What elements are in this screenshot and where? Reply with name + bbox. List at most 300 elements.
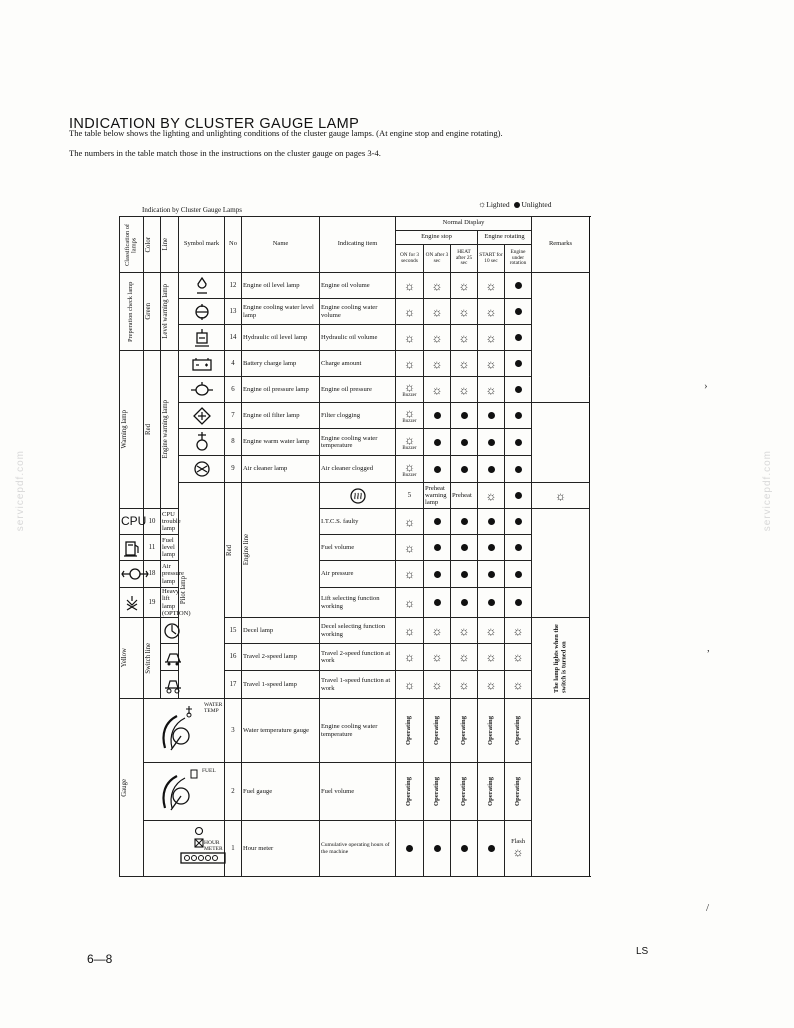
- row-no: 17: [225, 671, 242, 699]
- row-item: I.T.C.S. faulty: [320, 509, 396, 535]
- remarks-empty: [532, 699, 590, 877]
- status-lighted: [396, 588, 424, 618]
- scan-mark: ,: [707, 642, 710, 654]
- status-unlighted: [505, 351, 532, 377]
- row-name: Decel lamp: [242, 618, 320, 644]
- status-unlighted: [424, 456, 451, 483]
- buzzer-label: Buzzer: [402, 419, 417, 424]
- unlighted-icon: [434, 571, 441, 578]
- buzzer-label: Buzzer: [402, 445, 417, 451]
- status-unlighted: [478, 588, 505, 618]
- status-unlighted: [424, 588, 451, 618]
- status-unlighted: [451, 429, 478, 456]
- lighted-icon: ☼: [404, 278, 415, 293]
- unlighted-icon: [515, 308, 522, 315]
- lighted-icon: ☼: [431, 677, 443, 692]
- status-lighted: [478, 377, 505, 403]
- unlighted-icon: [461, 518, 468, 525]
- legend-lighted: Lighted: [486, 200, 510, 209]
- unlighted-icon: [434, 439, 441, 446]
- status-lighted: [396, 273, 424, 299]
- status-lighted: [396, 299, 424, 325]
- lighted-icon: ☼: [404, 432, 415, 447]
- unlighted-icon: [434, 544, 441, 551]
- class-pilot: Pilot lamp: [179, 483, 225, 699]
- status-unlighted: [424, 403, 451, 429]
- status-unlighted: [424, 821, 451, 877]
- color-green: Green: [144, 273, 161, 351]
- lighted-icon: ☼: [458, 382, 470, 397]
- status-operating: [451, 699, 478, 763]
- row-no: 10: [144, 509, 161, 535]
- unlighted-icon: [461, 845, 468, 852]
- status-unlighted: [505, 429, 532, 456]
- unlighted-icon: [515, 386, 522, 393]
- status-lighted: [451, 351, 478, 377]
- travel-2-speed-icon: [161, 644, 179, 671]
- status-operating: [396, 763, 424, 821]
- lighted-icon: ☼: [404, 514, 415, 529]
- unlighted-icon: [515, 544, 522, 551]
- status-operating: [424, 699, 451, 763]
- row-item: Cumulative operating hours of the machine: [320, 821, 396, 877]
- status-unlighted: [424, 429, 451, 456]
- status-lighted: [424, 325, 451, 351]
- class-gauge: Gauge: [120, 699, 144, 877]
- buzzer-label: Buzzer: [402, 393, 417, 398]
- lighted-icon: ☼: [458, 278, 470, 293]
- hydraulic-oil-icon: [179, 325, 225, 351]
- operating-label: Operating: [459, 716, 467, 745]
- line-level: Level warning lamp: [161, 273, 179, 351]
- class-warning: Warning lamp: [120, 351, 144, 509]
- status-lighted: [424, 273, 451, 299]
- row-name: Preheat warning lamp: [424, 483, 451, 509]
- status-lighted: [396, 671, 424, 699]
- row-item: Engine oil volume: [320, 273, 396, 299]
- scan-mark: ›: [704, 380, 708, 392]
- unlighted-icon: [461, 571, 468, 578]
- row-item: Charge amount: [320, 351, 396, 377]
- row-name: CPU trouble lamp: [161, 509, 179, 535]
- lighted-icon: ☼: [485, 382, 497, 397]
- status-unlighted: [505, 325, 532, 351]
- status-unlighted: [505, 403, 532, 429]
- status-unlighted: [505, 588, 532, 618]
- lighted-icon: ☼: [431, 278, 443, 293]
- operating-label: Operating: [513, 716, 521, 745]
- status-lighted: [478, 483, 505, 509]
- oil-can-icon: [179, 273, 225, 299]
- scan-mark: /: [706, 902, 710, 914]
- lighted-icon: ☼: [404, 623, 415, 638]
- unlighted-icon: [461, 544, 468, 551]
- header-no: No: [225, 217, 242, 273]
- row-no: 9: [225, 456, 242, 483]
- subheader-3: HEAT after 25 sec: [451, 245, 478, 273]
- lighted-icon: ☼: [485, 278, 497, 293]
- fuel-pump-icon: [120, 535, 144, 561]
- status-lighted: [424, 644, 451, 671]
- status-lighted: [451, 618, 478, 644]
- row-item: Hydraulic oil volume: [320, 325, 396, 351]
- status-unlighted: [451, 403, 478, 429]
- row-no: 19: [144, 588, 161, 618]
- table-row: [120, 699, 590, 763]
- status-unlighted: [478, 509, 505, 535]
- lighted-icon: ☼: [485, 488, 497, 503]
- status-lighted: [451, 671, 478, 699]
- unlighted-icon: [406, 845, 413, 852]
- unlighted-icon: [515, 466, 522, 473]
- operating-label: Operating: [513, 777, 521, 806]
- status-operating: [478, 699, 505, 763]
- unlighted-icon: [515, 412, 522, 419]
- battery-icon: [179, 351, 225, 377]
- lighted-icon: ☼: [485, 330, 497, 345]
- lighted-icon: ☼: [485, 304, 497, 319]
- fuel-gauge-icon: [144, 763, 225, 821]
- lighted-icon: ☼: [404, 459, 415, 474]
- row-name: Engine oil level lamp: [242, 273, 320, 299]
- unlighted-icon: [488, 412, 495, 419]
- subheader-4: START for 10 sec: [478, 245, 505, 273]
- status-unlighted: [396, 821, 424, 877]
- unlighted-icon: [515, 518, 522, 525]
- status-lighted: [532, 483, 590, 509]
- header-remarks: Remarks: [532, 217, 590, 273]
- unlighted-icon: [515, 439, 522, 446]
- watermark-right: servicepdf.com: [762, 450, 773, 532]
- status-lighted: [478, 618, 505, 644]
- oil-pressure-icon: [179, 377, 225, 403]
- unlighted-icon: [488, 599, 495, 606]
- status-unlighted: [451, 509, 478, 535]
- unlighted-icon: [434, 518, 441, 525]
- table-row: [120, 821, 590, 877]
- status-operating: [505, 699, 532, 763]
- status-unlighted: [451, 456, 478, 483]
- lighted-icon: ☼: [512, 844, 524, 859]
- color-red-pilot: Red: [225, 483, 242, 618]
- lighted-icon: ☼: [431, 304, 443, 319]
- table-row: [120, 403, 590, 429]
- status-unlighted: [478, 456, 505, 483]
- row-item: Air cleaner clogged: [320, 456, 396, 483]
- row-item: Preheat: [451, 483, 478, 509]
- row-item: Engine cooling water volume: [320, 299, 396, 325]
- status-lighted: [396, 561, 424, 588]
- status-operating: [505, 763, 532, 821]
- line-engine: Engine line: [242, 483, 320, 618]
- table-row: [120, 351, 590, 377]
- lighted-icon: ☼: [404, 356, 415, 371]
- row-no: 15: [225, 618, 242, 644]
- lighted-icon: ☼: [404, 406, 415, 420]
- status-lighted: [451, 299, 478, 325]
- unlighted-icon: [434, 599, 441, 606]
- line-switch: Switch line: [144, 618, 161, 699]
- status-lighted: [478, 671, 505, 699]
- table-row: [120, 325, 590, 351]
- status-unlighted: [505, 456, 532, 483]
- unlighted-icon: [488, 439, 495, 446]
- status-unlighted: [424, 561, 451, 588]
- row-name: Travel 2-speed lamp: [242, 644, 320, 671]
- row-item: Fuel volume: [320, 535, 396, 561]
- preheat-icon: [320, 483, 396, 509]
- page-number: 6—8: [87, 952, 113, 966]
- status-lighted: [505, 644, 532, 671]
- row-name: Engine oil pressure lamp: [242, 377, 320, 403]
- flash-label: Flash: [511, 838, 525, 846]
- row-item: Travel 2-speed function at work: [320, 644, 396, 671]
- row-no: 3: [225, 699, 242, 763]
- table-row: [120, 763, 590, 821]
- lighted-icon: ☼: [485, 677, 497, 692]
- subheader-2: ON after 3 sec: [424, 245, 451, 273]
- color-red: Red: [144, 351, 161, 509]
- travel-1-speed-icon: [161, 671, 179, 699]
- lighted-icon: ☼: [458, 650, 470, 664]
- status-unlighted: [505, 273, 532, 299]
- row-name: Travel 1-speed lamp: [242, 671, 320, 699]
- status-lighted: [478, 351, 505, 377]
- lighted-icon: ☼: [404, 567, 415, 581]
- header-symbol: Symbol mark: [179, 217, 225, 273]
- status-unlighted: [451, 561, 478, 588]
- status-lighted: [396, 618, 424, 644]
- row-name: Engine warm water lamp: [242, 429, 320, 456]
- lighted-icon: ☼: [485, 356, 497, 371]
- row-name: Hydraulic oil level lamp: [242, 325, 320, 351]
- unlighted-icon: [515, 599, 522, 606]
- class-prep: Preperation check lamp: [120, 273, 144, 351]
- operating-label: Operating: [405, 777, 413, 806]
- lighted-icon: ☼: [431, 330, 443, 345]
- water-temp-gauge-icon: [144, 699, 225, 763]
- row-name: Water temperature gauge: [242, 699, 320, 763]
- page-title: INDICATION BY CLUSTER GAUGE LAMP: [69, 116, 360, 132]
- status-lighted: [478, 273, 505, 299]
- remarks-empty: [532, 273, 590, 403]
- row-no: 12: [225, 273, 242, 299]
- hour-meter-icon: [144, 821, 225, 877]
- unlighted-icon: [461, 599, 468, 606]
- unlighted-icon: [488, 571, 495, 578]
- row-no: 1: [225, 821, 242, 877]
- row-name: Fuel gauge: [242, 763, 320, 821]
- table-row: [120, 429, 590, 456]
- status-unlighted: [478, 561, 505, 588]
- row-name: Engine cooling water level lamp: [242, 299, 320, 325]
- intro-line-1: The table below shows the lighting and unlighting conditions of the cluster gauge lamps. (At engine stop and engine rotating).: [69, 128, 503, 138]
- header-classification: Classification of lamps: [120, 217, 144, 273]
- status-lighted: [396, 535, 424, 561]
- status-unlighted: [478, 821, 505, 877]
- row-no: 2: [225, 763, 242, 821]
- heavy-lift-icon: [120, 588, 144, 618]
- lighted-icon: ☼: [404, 304, 415, 319]
- status-operating: [451, 763, 478, 821]
- status-lighted: [478, 325, 505, 351]
- status-flash: [505, 821, 532, 877]
- status-unlighted: [451, 588, 478, 618]
- status-lighted: [424, 671, 451, 699]
- water-temp-label: WATER TEMP: [204, 702, 223, 714]
- unlighted-icon: [461, 412, 468, 419]
- row-item: Filter clogging: [320, 403, 396, 429]
- status-lighted: [505, 671, 532, 699]
- status-lighted: [396, 403, 424, 429]
- lighted-icon: ☼: [458, 356, 470, 371]
- status-lighted: [505, 618, 532, 644]
- row-no: 11: [144, 535, 161, 561]
- buzzer-label: Buzzer: [402, 472, 417, 478]
- status-lighted: [396, 429, 424, 456]
- operating-label: Operating: [432, 716, 440, 745]
- color-yellow: Yellow: [120, 618, 144, 699]
- lighted-icon: ☼: [485, 623, 497, 638]
- status-lighted: [424, 618, 451, 644]
- table-row: [120, 483, 590, 509]
- lighted-icon: ☼: [431, 650, 443, 664]
- header-engine-rotating: Engine rotating: [478, 231, 532, 245]
- row-name: Heavy lift lamp (OPTION): [162, 588, 191, 617]
- lighted-icon: ☼: [478, 199, 487, 209]
- table-row: [120, 377, 590, 403]
- status-lighted: [424, 299, 451, 325]
- row-no: 4: [225, 351, 242, 377]
- subheader-5: Engine under rotation: [505, 245, 532, 273]
- header-engine-stop: Engine stop: [396, 231, 478, 245]
- status-lighted: [451, 644, 478, 671]
- lighted-icon: ☼: [458, 330, 470, 345]
- unlighted-icon: [514, 202, 520, 208]
- status-unlighted: [505, 509, 532, 535]
- status-unlighted: [505, 483, 532, 509]
- status-unlighted: [478, 535, 505, 561]
- unlighted-icon: [434, 845, 441, 852]
- row-no: 13: [225, 299, 242, 325]
- row-no: 14: [225, 325, 242, 351]
- row-name: Battery charge lamp: [242, 351, 320, 377]
- unlighted-icon: [488, 544, 495, 551]
- lighted-icon: ☼: [404, 380, 415, 394]
- status-operating: [424, 763, 451, 821]
- unlighted-icon: [434, 466, 441, 473]
- unlighted-icon: [434, 412, 441, 419]
- status-unlighted: [478, 429, 505, 456]
- line-engine-warning: Engine warning lamp: [161, 351, 179, 509]
- status-unlighted: [505, 561, 532, 588]
- fuel-label: FUEL: [202, 768, 216, 774]
- status-unlighted: [505, 377, 532, 403]
- row-item: Lift selecting function working: [320, 588, 396, 618]
- row-item: Travel 1-speed function at work: [320, 671, 396, 699]
- unlighted-icon: [488, 518, 495, 525]
- unlighted-icon: [488, 466, 495, 473]
- status-lighted: [478, 299, 505, 325]
- row-no: 7: [225, 403, 242, 429]
- status-lighted: [424, 351, 451, 377]
- status-operating: [396, 699, 424, 763]
- row-no: 5: [396, 483, 424, 509]
- row-no: 18: [144, 561, 161, 588]
- unlighted-icon: [515, 571, 522, 578]
- lighted-icon: ☼: [431, 382, 443, 397]
- row-no: 6: [225, 377, 242, 403]
- lighted-icon: ☼: [404, 677, 415, 692]
- row-item: Fuel volume: [320, 763, 396, 821]
- decel-icon: [161, 618, 179, 644]
- header-indicating: Indicating item: [320, 217, 396, 273]
- status-lighted: [396, 644, 424, 671]
- lighted-icon: ☼: [404, 650, 415, 664]
- lighted-icon: ☼: [404, 540, 415, 555]
- status-unlighted: [505, 299, 532, 325]
- status-unlighted: [478, 403, 505, 429]
- remarks-switch: The lamp lights when the switch is turned on: [532, 618, 590, 699]
- lighted-icon: ☼: [512, 623, 524, 638]
- table-row: [120, 299, 590, 325]
- table-caption: Indication by Cluster Gauge Lamps: [142, 206, 242, 214]
- status-lighted: [396, 456, 424, 483]
- status-unlighted: [424, 535, 451, 561]
- lighted-icon: ☼: [485, 650, 497, 664]
- status-lighted: [396, 325, 424, 351]
- row-name: Air cleaner lamp: [242, 456, 320, 483]
- status-unlighted: [505, 535, 532, 561]
- lighted-icon: ☼: [404, 330, 415, 345]
- table-row: [120, 273, 590, 299]
- status-lighted: [396, 351, 424, 377]
- status-unlighted: [451, 535, 478, 561]
- operating-label: Operating: [405, 716, 413, 745]
- cluster-gauge-table: [119, 216, 590, 877]
- operating-label: Operating: [486, 777, 494, 806]
- row-item: Air pressure: [320, 561, 396, 588]
- row-no: 8: [225, 429, 242, 456]
- lighted-icon: ☼: [431, 623, 443, 638]
- row-item: Engine oil pressure: [320, 377, 396, 403]
- air-pressure-icon: [120, 561, 144, 588]
- lighted-icon: ☼: [512, 650, 524, 664]
- coolant-level-icon: [179, 299, 225, 325]
- lighted-icon: ☼: [512, 677, 524, 692]
- legend: [478, 199, 551, 209]
- unlighted-icon: [515, 334, 522, 341]
- status-unlighted: [424, 509, 451, 535]
- status-unlighted: [451, 821, 478, 877]
- header-color: Color: [144, 217, 161, 273]
- operating-label: Operating: [486, 716, 494, 745]
- row-item: Engine cooling water temperature: [320, 429, 396, 456]
- status-lighted: [424, 377, 451, 403]
- row-name: Fuel level lamp: [161, 535, 179, 561]
- lighted-icon: ☼: [431, 356, 443, 371]
- lighted-icon: ☼: [555, 488, 567, 503]
- header-line: Line: [161, 217, 179, 273]
- row-name: Engine oil filter lamp: [242, 403, 320, 429]
- water-temp-icon: [179, 429, 225, 456]
- table-row: [120, 456, 590, 483]
- row-name: Hour meter: [242, 821, 320, 877]
- operating-label: Operating: [459, 777, 467, 806]
- unlighted-icon: [461, 439, 468, 446]
- unlighted-icon: [488, 845, 495, 852]
- row-no: 16: [225, 644, 242, 671]
